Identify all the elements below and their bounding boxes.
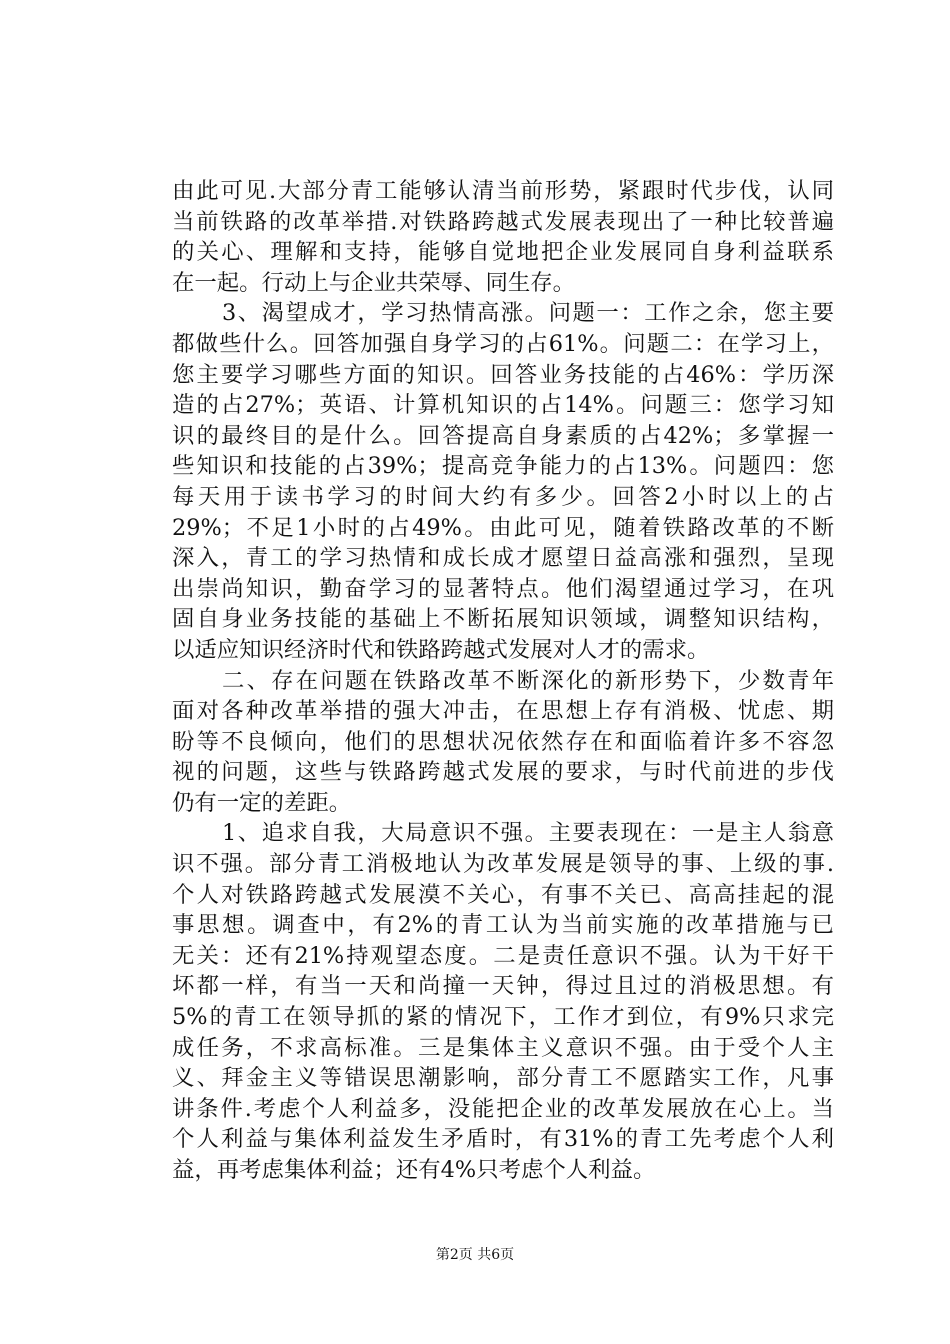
document-body bbox=[172, 176, 834, 1186]
paragraph bbox=[172, 298, 834, 665]
paragraph-line: 坏都一样，有当一天和尚撞一天钟，得过且过的消极思想。有 bbox=[172, 973, 834, 1000]
paragraph-line: 以适应知识经济时代和铁路跨越式发展对人才的需求。 bbox=[172, 636, 710, 663]
paragraph-line: 盼等不良倾向，他们的思想状况依然存在和面临着许多不容忽 bbox=[172, 728, 834, 755]
paragraph-line: 由此可见.大部分青工能够认清当前形势，紧跟时代步伐，认同 bbox=[172, 178, 834, 204]
paragraph-line: 在一起。行动上与企业共荣辱、同生存。 bbox=[172, 269, 576, 296]
paragraph-line: 事思想。调查中，有2%的青工认为当前实施的改革措施与已 bbox=[172, 912, 834, 939]
paragraph-line: 成任务，不求高标准。三是集体主义意识不强。由于受个人主 bbox=[172, 1034, 834, 1061]
paragraph-line: 些知识和技能的占39%；提高竞争能力的占13%。问题四：您 bbox=[172, 453, 834, 480]
paragraph-line: 个人对铁路跨越式发展漠不关心，有事不关已、高高挂起的混 bbox=[172, 881, 834, 908]
paragraph-line: 固自身业务技能的基础上不断拓展知识领域，调整知识结构， bbox=[172, 606, 834, 633]
paragraph bbox=[172, 818, 834, 1185]
paragraph-line: 出崇尚知识，勤奋学习的显著特点。他们渴望通过学习，在巩 bbox=[172, 575, 834, 602]
paragraph-line: 识的最终目的是什么。回答提高自身素质的占42%；多掌握一 bbox=[172, 422, 834, 449]
paragraph-line: 讲条件.考虑个人利益多，没能把企业的改革发展放在心上。当 bbox=[172, 1095, 834, 1122]
paragraph bbox=[172, 176, 834, 298]
paragraph-line: 识不强。部分青工消极地认为改革发展是领导的事、上级的事. bbox=[172, 851, 834, 878]
paragraph-line: 义、拜金主义等错误思潮影响，部分青工不愿踏实工作，凡事 bbox=[172, 1065, 834, 1092]
paragraph-line: 造的占27%；英语、计算机知识的占14%。问题三：您学习知 bbox=[172, 392, 834, 419]
paragraph-line: 无关：还有21%持观望态度。二是责任意识不强。认为干好干 bbox=[172, 942, 834, 969]
paragraph-line: 1、追求自我，大局意识不强。主要表现在：一是主人翁意 bbox=[222, 820, 834, 847]
paragraph-line: 当前铁路的改革举措.对铁路跨越式发展表现出了一种比较普遍 bbox=[172, 208, 834, 235]
paragraph-line: 每天用于读书学习的时间大约有多少。回答2小时以上的占 bbox=[172, 483, 834, 510]
paragraph-line: 29%；不足1小时的占49%。由此可见，随着铁路改革的不断 bbox=[172, 514, 834, 541]
paragraph-line: 深入，青工的学习热情和成长成才愿望日益高涨和强烈，呈现 bbox=[172, 545, 834, 572]
paragraph-line: 仍有一定的差距。 bbox=[172, 789, 352, 816]
paragraph-line: 5%的青工在领导抓的紧的情况下，工作才到位，有9%只求完 bbox=[172, 1004, 834, 1031]
page-footer: 第2页 共6页 bbox=[435, 1247, 515, 1263]
paragraph-line: 益，再考虑集体利益；还有4%只考虑个人利益。 bbox=[172, 1157, 656, 1183]
paragraph-line: 都做些什么。回答加强自身学习的占61%。问题二：在学习上， bbox=[172, 330, 834, 357]
paragraph-line: 视的问题，这些与铁路跨越式发展的要求，与时代前进的步伐 bbox=[172, 759, 834, 786]
paragraph-line: 个人利益与集体利益发生矛盾时，有31%的青工先考虑个人利 bbox=[172, 1126, 834, 1153]
paragraph-line: 的关心、理解和支持，能够自觉地把企业发展同自身利益联系 bbox=[172, 239, 834, 266]
paragraph-line: 面对各种改革举措的强大冲击，在思想上存有消极、忧虑、期 bbox=[172, 698, 834, 725]
paragraph-line: 二、存在问题在铁路改革不断深化的新形势下，少数青年 bbox=[222, 667, 834, 694]
paragraph-line: 3、渴望成才，学习热情高涨。问题一：工作之余，您主要 bbox=[222, 300, 834, 327]
paragraph bbox=[172, 666, 834, 819]
paragraph-line: 您主要学习哪些方面的知识。回答业务技能的占46%：学历深 bbox=[172, 361, 834, 388]
